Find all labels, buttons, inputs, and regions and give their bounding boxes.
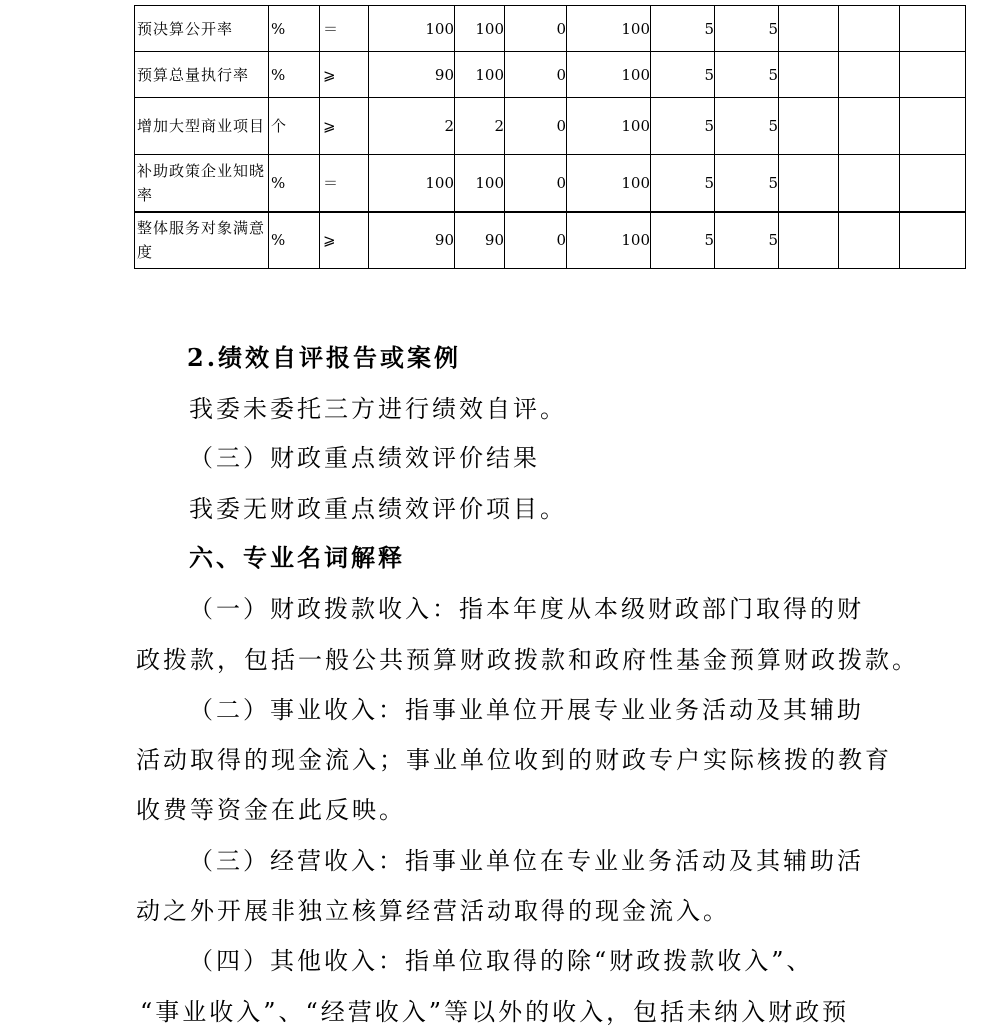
indicator-name: 增加大型商业项目 <box>135 98 269 155</box>
empty-cell <box>839 155 900 212</box>
completion-rate: 100 <box>567 52 651 98</box>
term-paragraph-line: （二）事业收入：指事业单位开展专业业务活动及其辅助 <box>189 696 864 724</box>
empty-cell <box>839 98 900 155</box>
deviation-value: 0 <box>505 155 567 212</box>
section-heading-terms: 六、专业名词解释 <box>189 543 405 572</box>
performance-indicator-table <box>134 5 966 269</box>
table-row <box>135 212 966 269</box>
empty-cell <box>779 6 839 52</box>
term-paragraph-line: “事业收入”、“经营收入”等以外的收入，包括未纳入财政预 <box>140 998 850 1026</box>
empty-cell <box>839 212 900 269</box>
indicator-operator: ⩾ <box>320 212 369 269</box>
table-row <box>135 155 966 212</box>
indicator-operator: ⩾ <box>320 52 369 98</box>
table-row <box>135 98 966 155</box>
indicator-operator: ＝ <box>320 6 369 52</box>
empty-cell <box>900 98 966 155</box>
actual-score: 5 <box>715 98 779 155</box>
actual-score: 5 <box>715 6 779 52</box>
actual-value: 90 <box>455 212 505 269</box>
term-paragraph-line: 动之外开展非独立核算经营活动取得的现金流入。 <box>136 897 730 925</box>
actual-value: 2 <box>455 98 505 155</box>
indicator-name: 预算总量执行率 <box>135 52 269 98</box>
indicator-unit: 个 <box>269 98 320 155</box>
paragraph-key-evaluation: 我委无财政重点绩效评价项目。 <box>189 495 567 523</box>
empty-cell <box>839 52 900 98</box>
indicator-unit: % <box>269 212 320 269</box>
table-row <box>135 6 966 52</box>
target-value: 100 <box>369 6 455 52</box>
table-body <box>135 6 966 269</box>
term-paragraph-line: （一）财政拨款收入：指本年度从本级财政部门取得的财 <box>189 595 864 623</box>
actual-score: 5 <box>715 52 779 98</box>
term-paragraph-line: （四）其他收入：指单位取得的除“财政拨款收入”、 <box>189 947 814 975</box>
paragraph-self-evaluation: 我委未委托三方进行绩效自评。 <box>189 395 567 423</box>
weight-score: 5 <box>651 98 715 155</box>
indicator-unit: % <box>269 52 320 98</box>
actual-value: 100 <box>455 155 505 212</box>
empty-cell <box>900 155 966 212</box>
completion-rate: 100 <box>567 155 651 212</box>
target-value: 90 <box>369 212 455 269</box>
indicator-name: 预决算公开率 <box>135 6 269 52</box>
actual-score: 5 <box>715 212 779 269</box>
target-value: 100 <box>369 155 455 212</box>
empty-cell <box>839 6 900 52</box>
deviation-value: 0 <box>505 98 567 155</box>
section-heading-key-evaluation: （三）财政重点绩效评价结果 <box>189 444 540 472</box>
weight-score: 5 <box>651 52 715 98</box>
empty-cell <box>900 212 966 269</box>
term-paragraph-line: 活动取得的现金流入；事业单位收到的财政专户实际核拨的教育 <box>136 746 892 774</box>
term-paragraph-line: 收费等资金在此反映。 <box>136 796 406 824</box>
completion-rate: 100 <box>567 212 651 269</box>
completion-rate: 100 <box>567 98 651 155</box>
empty-cell <box>779 52 839 98</box>
weight-score: 5 <box>651 6 715 52</box>
empty-cell <box>779 155 839 212</box>
section-heading-self-evaluation: 2.绩效自评报告或案例 <box>187 343 462 372</box>
completion-rate: 100 <box>567 6 651 52</box>
empty-cell <box>779 98 839 155</box>
empty-cell <box>779 212 839 269</box>
deviation-value: 0 <box>505 6 567 52</box>
term-paragraph-line: （三）经营收入：指事业单位在专业业务活动及其辅助活 <box>189 847 864 875</box>
target-value: 2 <box>369 98 455 155</box>
actual-value: 100 <box>455 6 505 52</box>
weight-score: 5 <box>651 212 715 269</box>
actual-value: 100 <box>455 52 505 98</box>
empty-cell <box>900 52 966 98</box>
empty-cell <box>900 6 966 52</box>
indicator-unit: % <box>269 155 320 212</box>
deviation-value: 0 <box>505 212 567 269</box>
table-row <box>135 52 966 98</box>
actual-score: 5 <box>715 155 779 212</box>
weight-score: 5 <box>651 155 715 212</box>
indicator-operator: ＝ <box>320 155 369 212</box>
indicator-name: 补助政策企业知晓率 <box>135 155 269 212</box>
term-paragraph-line: 政拨款，包括一般公共预算财政拨款和政府性基金预算财政拨款。 <box>136 646 919 674</box>
indicator-operator: ⩾ <box>320 98 369 155</box>
deviation-value: 0 <box>505 52 567 98</box>
indicator-name: 整体服务对象满意度 <box>135 212 269 269</box>
target-value: 90 <box>369 52 455 98</box>
indicator-unit: % <box>269 6 320 52</box>
